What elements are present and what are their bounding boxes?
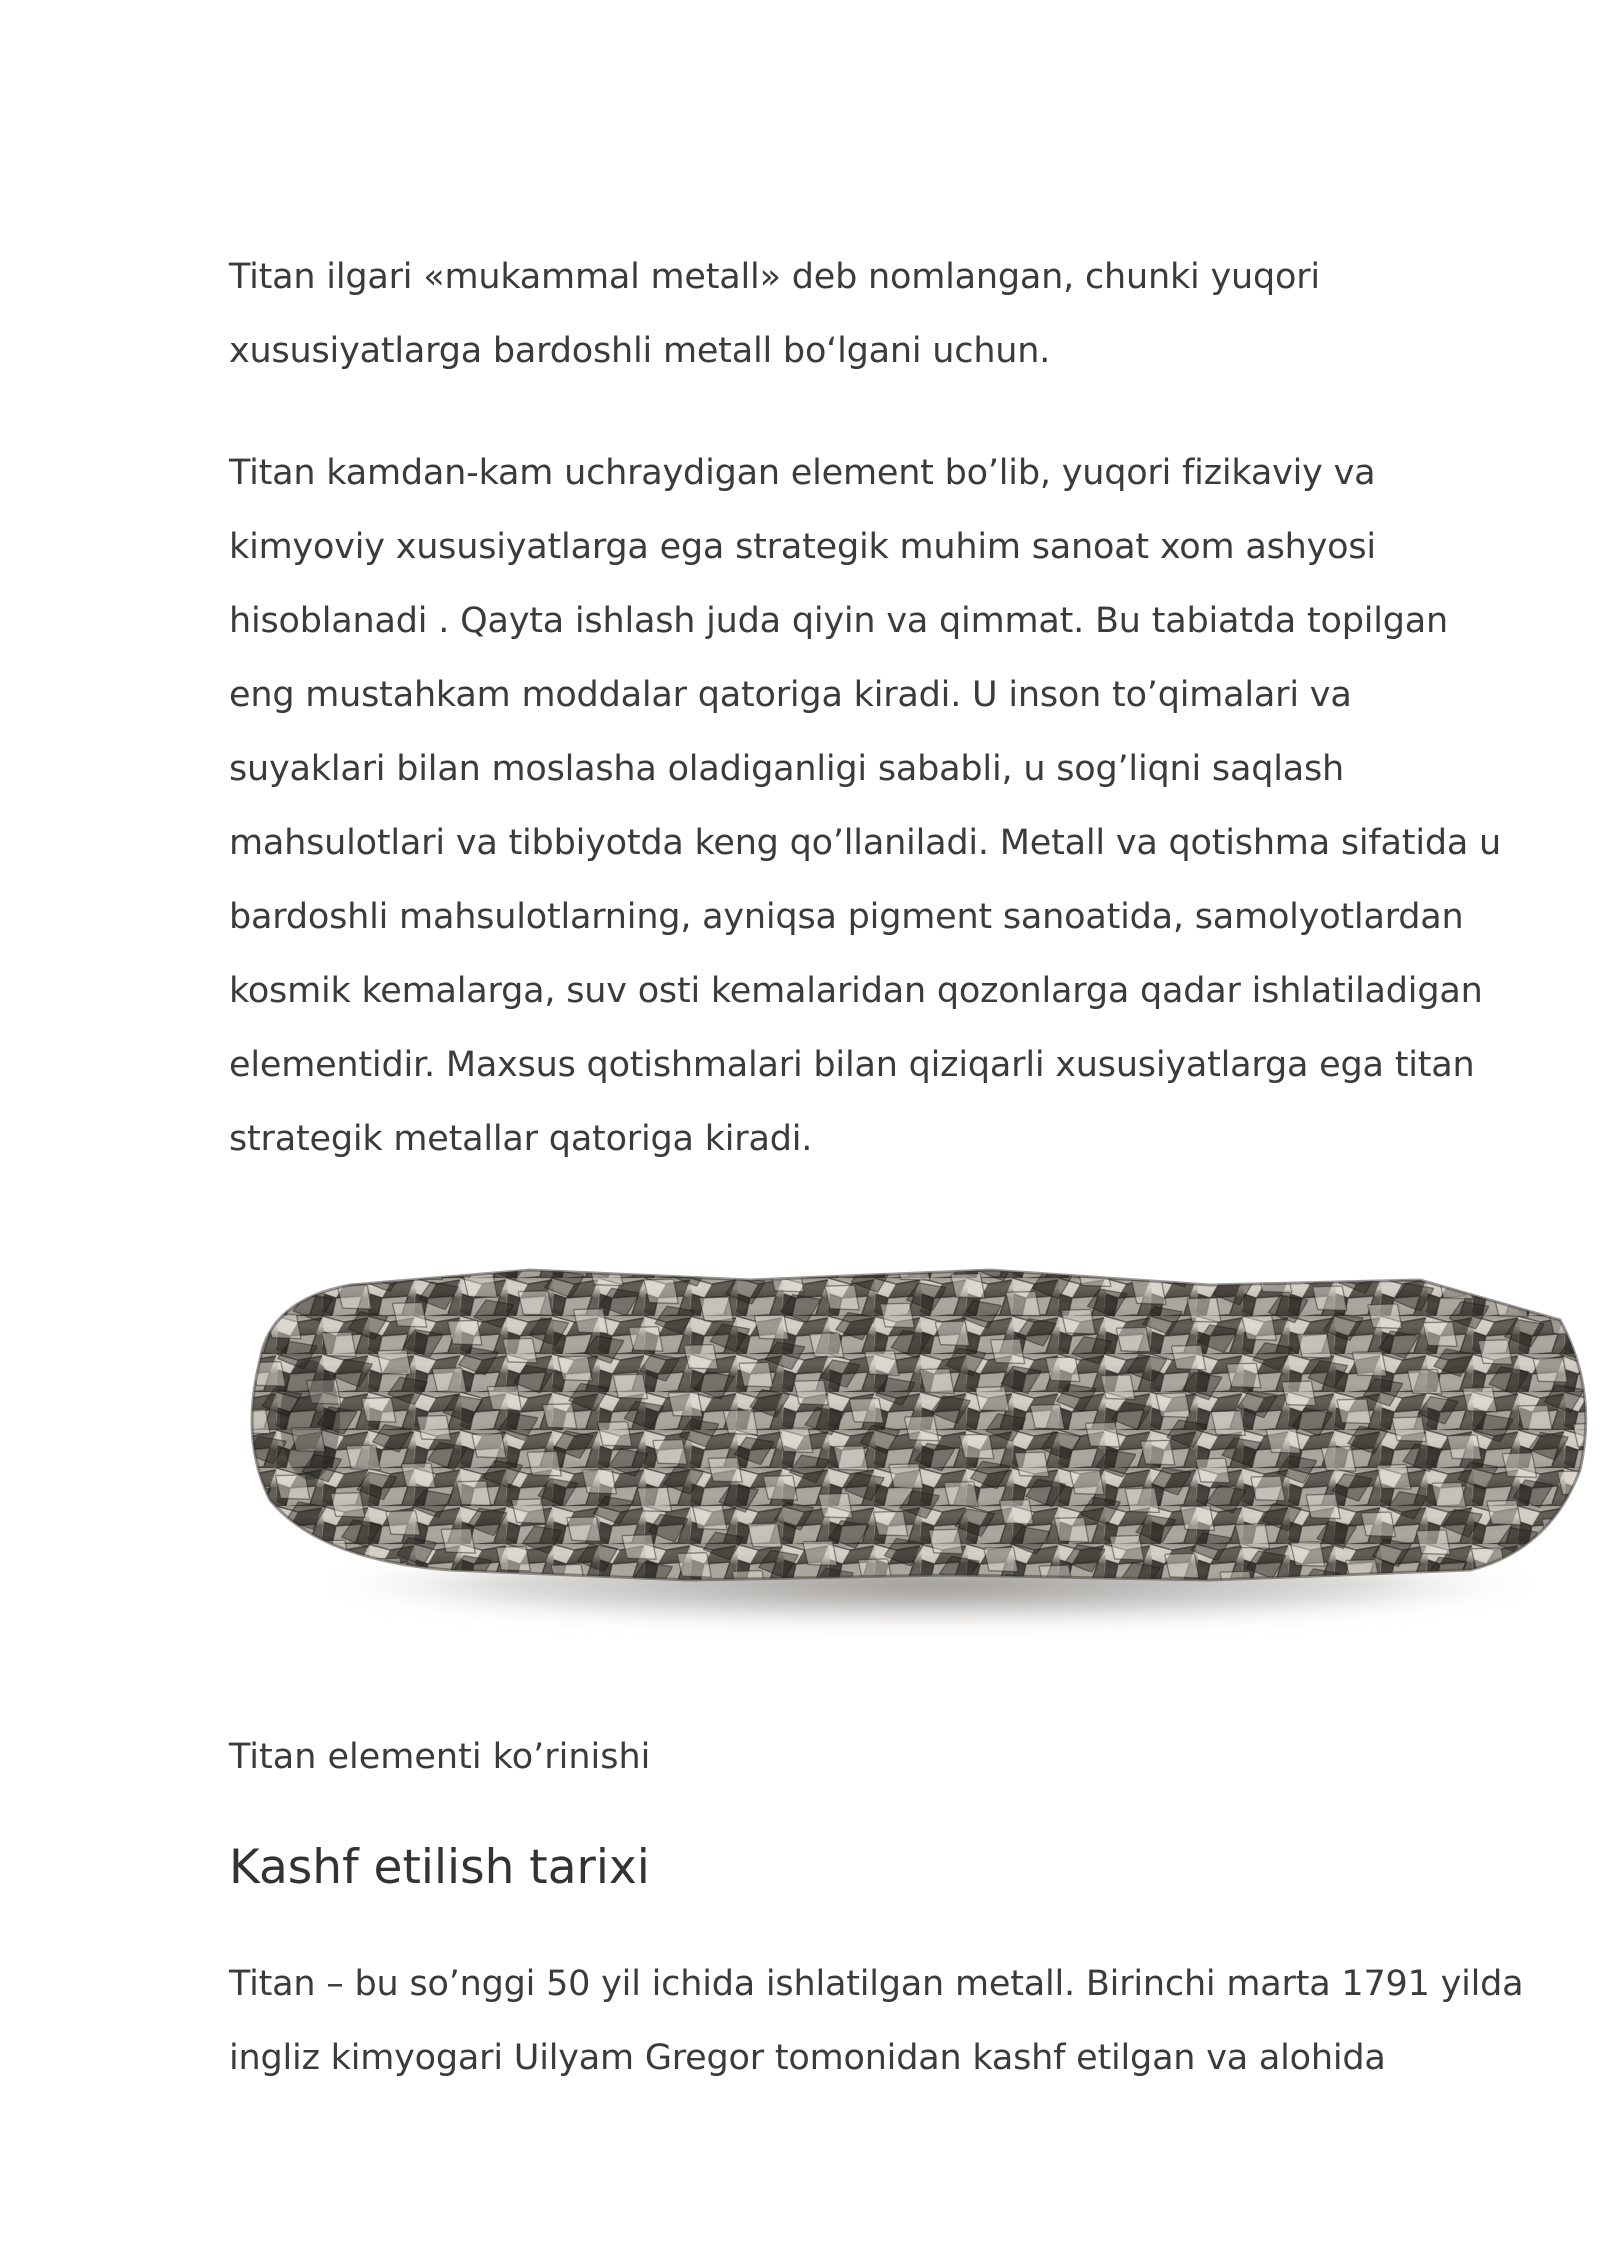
text-line: bardoshli mahsulotlarning, ayniqsa pigment sanoatida, samolyotlardan (229, 897, 1464, 937)
text-line: hisoblanadi . Qayta ishlash juda qiyin va qimmat. Bu tabiatda topilgan (229, 601, 1449, 641)
text-line: elementidir. Maxsus qotishmalari bilan qiziqarli xususiyatlarga ega titan (229, 1045, 1475, 1085)
text-line: suyaklari bilan moslasha oladiganligi sababli, u sog’liqni saqlash (229, 749, 1345, 789)
text-line: Titan ilgari «mukammal metall» deb nomlangan, chunki yuqori (229, 257, 1320, 297)
description-paragraph (229, 436, 1519, 1176)
history-paragraph (229, 1947, 1524, 2095)
text-line: xususiyatlarga bardoshli metall bo‘lgani uchun. (229, 331, 1051, 371)
titanium-crystal-bar-icon (230, 1240, 1600, 1680)
text-line: Titan – bu so’nggi 50 yil ichida ishlatilgan metall. Birinchi marta 1791 yilda (229, 1964, 1524, 2004)
text-line: mahsulotlari va tibbiyotda keng qo’llaniladi. Metall va qotishma sifatida u (229, 823, 1502, 863)
text-line: kimyoviy xususiyatlarga ega strategik muhim sanoat xom ashyosi (229, 527, 1376, 567)
text-line: ingliz kimyogari Uilyam Gregor tomonidan kashf etilgan va alohida (229, 2038, 1386, 2078)
text-line: strategik metallar qatoriga kiradi. (229, 1119, 813, 1159)
intro-paragraph (229, 240, 1519, 388)
titanium-bar-image (230, 1240, 1600, 1680)
text-line: kosmik kemalarga, suv osti kemalaridan qozonlarga qadar ishlatiladigan (229, 971, 1483, 1011)
text-line: eng mustahkam moddalar qatoriga kiradi. U inson to’qimalari va (229, 675, 1352, 715)
text-line: Titan kamdan-kam uchraydigan element bo’lib, yuqori fizikaviy va (229, 453, 1376, 493)
figure-caption: Titan elementi ko’rinishi (229, 1737, 651, 1777)
section-heading: Kashf etilish tarixi (229, 1840, 650, 1895)
